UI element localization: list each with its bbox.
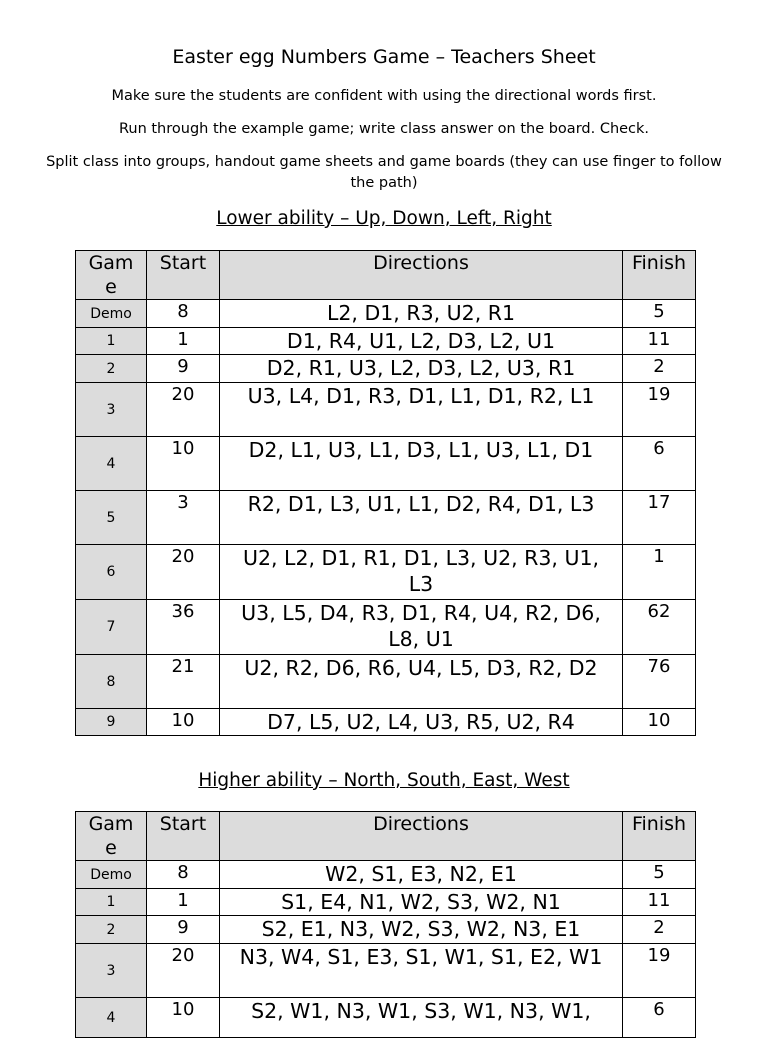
table-row: [76, 916, 696, 944]
table-row: [76, 998, 696, 1038]
start-cell: 8: [147, 300, 220, 328]
directions-cell: R2, D1, L3, U1, L1, D2, R4, D1, L3: [220, 491, 623, 545]
finish-cell: 5: [623, 861, 696, 889]
directions-cell: U3, L5, D4, R3, D1, R4, U4, R2, D6, L8, U1: [220, 600, 623, 655]
finish-cell: 76: [623, 655, 696, 709]
table-row: [76, 300, 696, 328]
directions-cell: D1, R4, U1, L2, D3, L2, U1: [220, 328, 623, 355]
directions-cell: D2, R1, U3, L2, D3, L2, U3, R1: [220, 355, 623, 383]
finish-cell: 5: [623, 300, 696, 328]
table-row: [76, 889, 696, 916]
finish-cell: 19: [623, 383, 696, 437]
header-start: Start: [147, 251, 220, 300]
header-game: Game: [76, 251, 147, 300]
table-row: [76, 545, 696, 600]
finish-cell: 1: [623, 545, 696, 600]
game-cell: 2: [76, 916, 147, 944]
game-cell: 9: [76, 709, 147, 736]
table-row: [76, 655, 696, 709]
directions-cell: N3, W4, S1, E3, S1, W1, S1, E2, W1: [220, 944, 623, 998]
instruction-1: Make sure the students are confident with using the directional words first.: [111, 88, 657, 104]
directions-cell: U2, R2, D6, R6, U4, L5, D3, R2, D2: [220, 655, 623, 709]
start-cell: 9: [147, 355, 220, 383]
directions-cell: S2, E1, N3, W2, S3, W2, N3, E1: [220, 916, 623, 944]
directions-cell: S2, W1, N3, W1, S3, W1, N3, W1,: [220, 998, 623, 1038]
table-row: [76, 328, 696, 355]
higher-ability-table: [75, 811, 696, 1038]
start-cell: 10: [147, 998, 220, 1038]
start-cell: 1: [147, 889, 220, 916]
game-cell: 1: [76, 328, 147, 355]
higher-ability-heading: Higher ability – North, South, East, West: [198, 770, 570, 791]
finish-cell: 17: [623, 491, 696, 545]
header-finish: Finish: [623, 251, 696, 300]
start-cell: 9: [147, 916, 220, 944]
finish-cell: 11: [623, 889, 696, 916]
table-header-row: [76, 812, 696, 861]
table-row: [76, 944, 696, 998]
game-cell: 1: [76, 889, 147, 916]
start-cell: 8: [147, 861, 220, 889]
finish-cell: 6: [623, 437, 696, 491]
game-cell: 6: [76, 545, 147, 600]
start-cell: 10: [147, 709, 220, 736]
table-row: [76, 355, 696, 383]
start-cell: 20: [147, 383, 220, 437]
page-title: Easter egg Numbers Game – Teachers Sheet: [172, 46, 596, 68]
directions-cell: D2, L1, U3, L1, D3, L1, U3, L1, D1: [220, 437, 623, 491]
directions-cell: S1, E4, N1, W2, S3, W2, N1: [220, 889, 623, 916]
table-header-row: [76, 251, 696, 300]
header-finish: Finish: [623, 812, 696, 861]
header-directions: Directions: [220, 812, 623, 861]
table-row: [76, 600, 696, 655]
start-cell: 36: [147, 600, 220, 655]
directions-cell: W2, S1, E3, N2, E1: [220, 861, 623, 889]
game-cell: 3: [76, 383, 147, 437]
header-game: Game: [76, 812, 147, 861]
game-cell: 4: [76, 437, 147, 491]
game-cell: 3: [76, 944, 147, 998]
finish-cell: 2: [623, 355, 696, 383]
directions-cell: U2, L2, D1, R1, D1, L3, U2, R3, U1, L3: [220, 545, 623, 600]
game-cell: 2: [76, 355, 147, 383]
start-cell: 21: [147, 655, 220, 709]
table-row: [76, 709, 696, 736]
header-start: Start: [147, 812, 220, 861]
start-cell: 20: [147, 944, 220, 998]
game-cell: 5: [76, 491, 147, 545]
finish-cell: 62: [623, 600, 696, 655]
table-row: [76, 861, 696, 889]
directions-cell: L2, D1, R3, U2, R1: [220, 300, 623, 328]
directions-cell: D7, L5, U2, L4, U3, R5, U2, R4: [220, 709, 623, 736]
finish-cell: 10: [623, 709, 696, 736]
start-cell: 3: [147, 491, 220, 545]
game-cell: 8: [76, 655, 147, 709]
instruction-2: Run through the example game; write class answer on the board. Check.: [118, 121, 650, 137]
finish-cell: 6: [623, 998, 696, 1038]
finish-cell: 11: [623, 328, 696, 355]
table-row: [76, 491, 696, 545]
directions-cell: U3, L4, D1, R3, D1, L1, D1, R2, L1: [220, 383, 623, 437]
header-directions: Directions: [220, 251, 623, 300]
lower-ability-table: [75, 250, 696, 736]
game-cell: Demo: [76, 300, 147, 328]
instruction-3: Split class into groups, handout game sheets and game boards (they can use finger to follow the path): [46, 154, 722, 191]
start-cell: 10: [147, 437, 220, 491]
game-cell: 7: [76, 600, 147, 655]
game-cell: 4: [76, 998, 147, 1038]
finish-cell: 2: [623, 916, 696, 944]
table-row: [76, 383, 696, 437]
start-cell: 20: [147, 545, 220, 600]
table-row: [76, 437, 696, 491]
game-cell: Demo: [76, 861, 147, 889]
lower-ability-heading: Lower ability – Up, Down, Left, Right: [216, 208, 552, 229]
finish-cell: 19: [623, 944, 696, 998]
start-cell: 1: [147, 328, 220, 355]
